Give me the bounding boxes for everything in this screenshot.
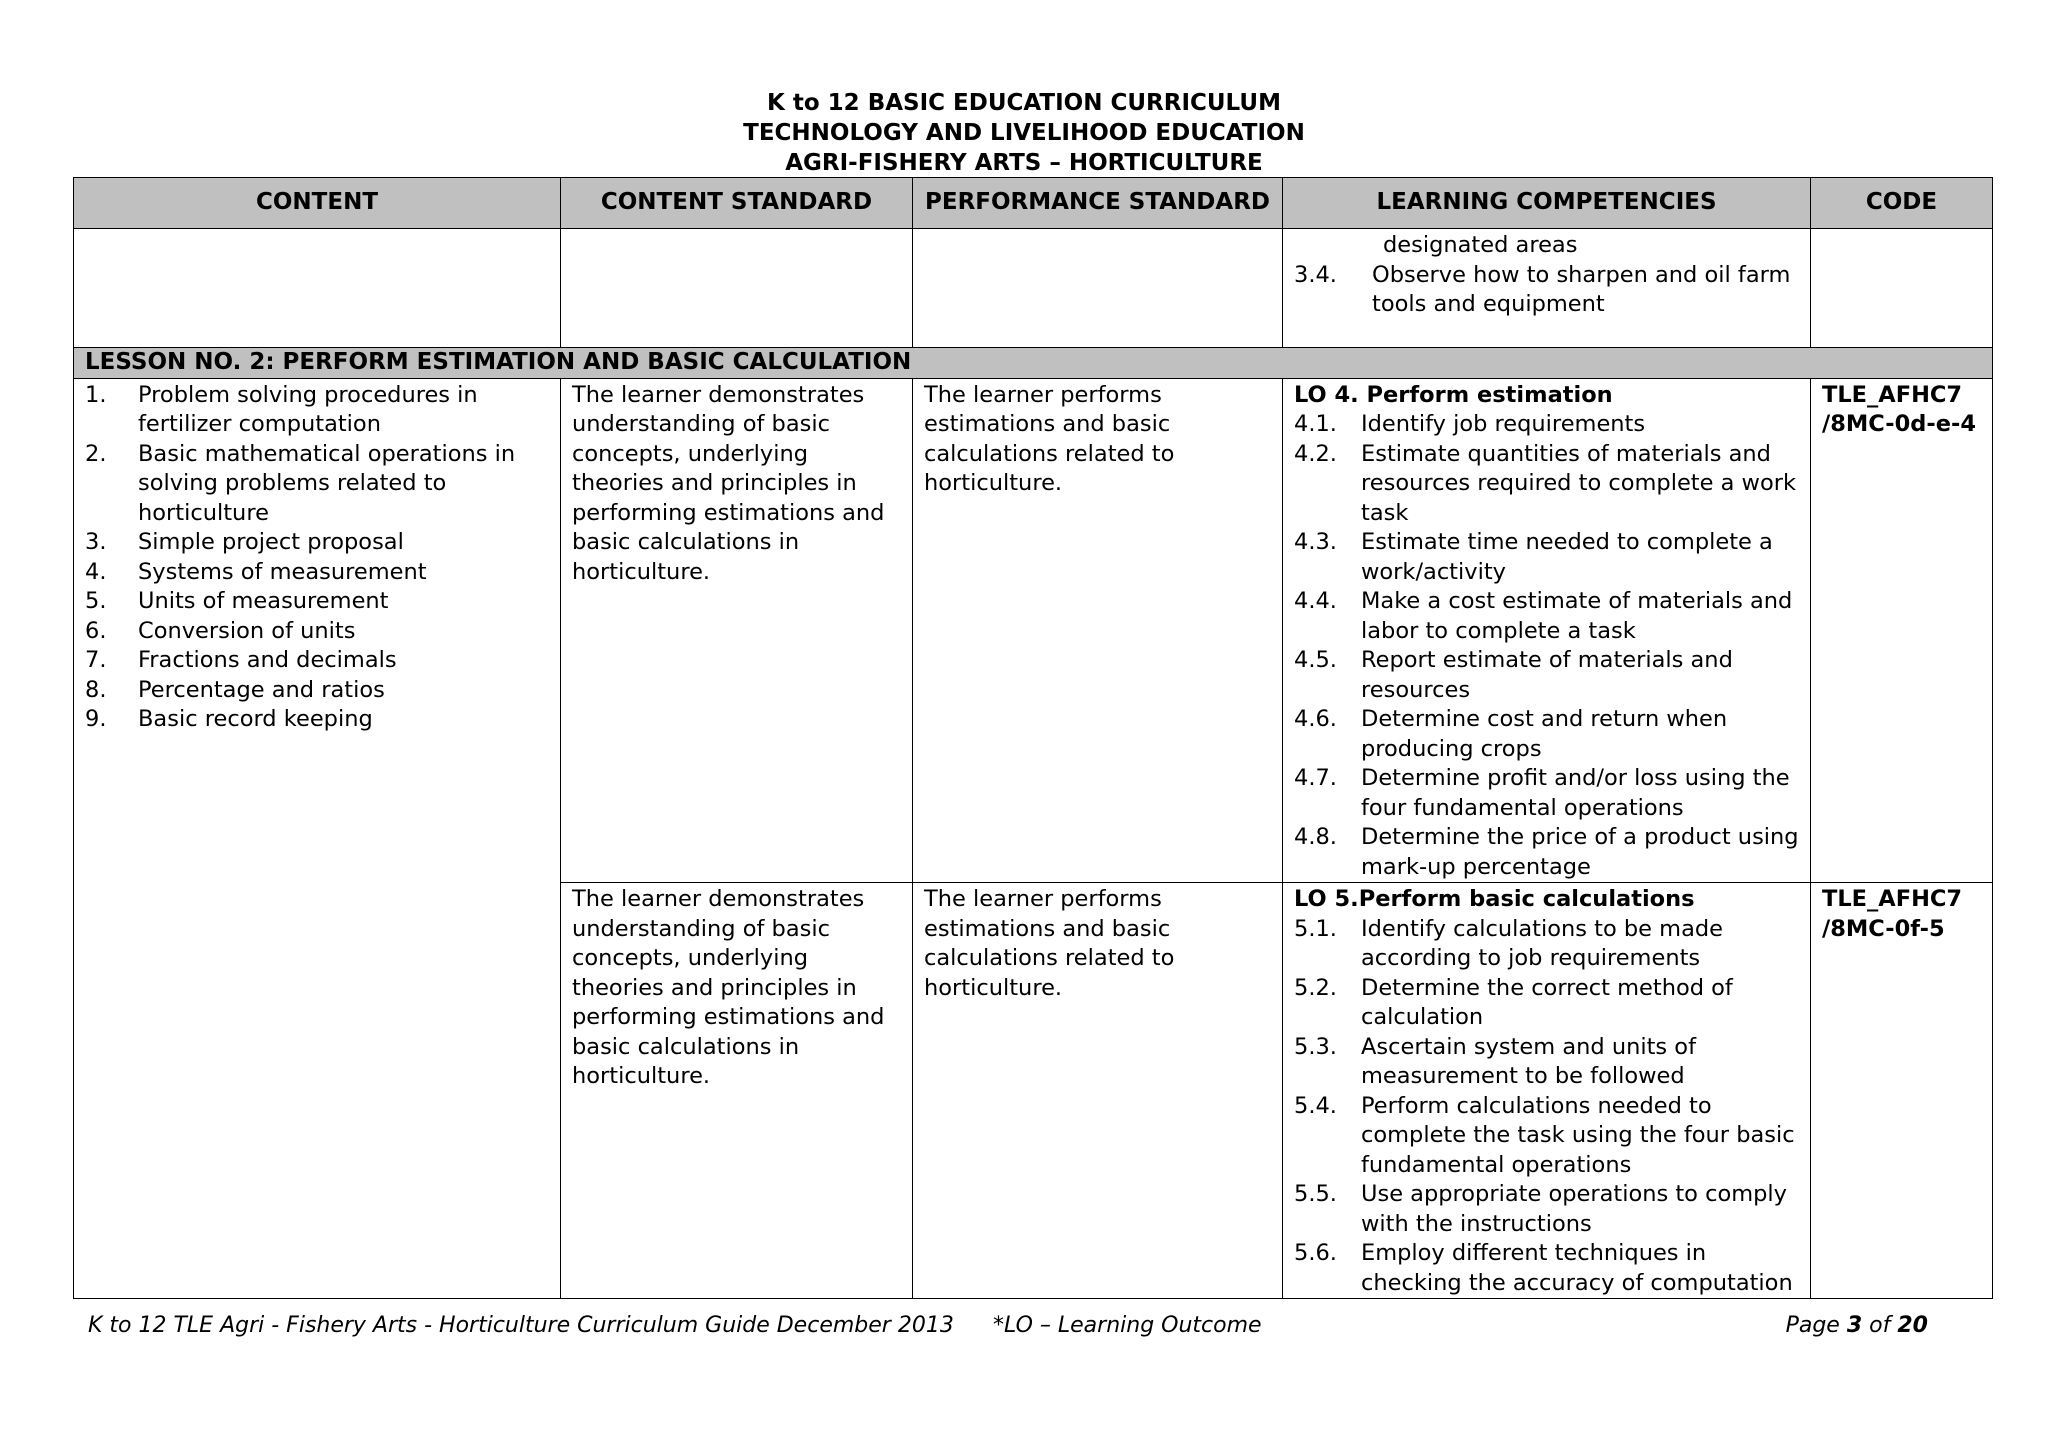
list-item bbox=[85, 381, 549, 440]
list-item bbox=[1294, 528, 1799, 587]
cell-code-empty bbox=[1811, 229, 1993, 348]
item-text: Ascertain system and units of measurement to be followed bbox=[1361, 1033, 1696, 1089]
header-line-2: TECHNOLOGY AND LIVELIHOOD EDUCATION bbox=[743, 120, 1305, 146]
item-text: Simple project proposal bbox=[138, 529, 404, 555]
lo5-competency-list bbox=[1294, 915, 1799, 1299]
curriculum-table bbox=[73, 177, 1993, 1299]
table-header-row bbox=[74, 178, 1993, 229]
lo4-heading: LO 4. Perform estimation bbox=[1294, 381, 1613, 408]
item-text: Employ different techniques in checking the accuracy of computation bbox=[1361, 1240, 1793, 1296]
item-number: 4.1. bbox=[1294, 411, 1337, 437]
cell-competencies-lo5 bbox=[1283, 883, 1811, 1299]
item-text: Report estimate of materials and resources bbox=[1361, 647, 1733, 703]
item-number: 7. bbox=[85, 647, 107, 673]
item-number: 6. bbox=[85, 617, 107, 644]
item-text: Basic mathematical operations in solving problems related to horticulture bbox=[138, 440, 516, 526]
cell-performance-standard-lo5: The learner performs estimations and basic calculations related to horticulture. bbox=[913, 883, 1283, 1299]
list-item bbox=[85, 587, 549, 617]
item-text: Determine the correct method of calculation bbox=[1361, 974, 1733, 1030]
list-item bbox=[85, 676, 549, 706]
footer-page-current: 3 bbox=[1846, 1313, 1863, 1338]
cell-content-standard-lo4: The learner demonstrates understanding of basic concepts, underlying theories and principles in performing estimations and basic calculations in horticulture. bbox=[561, 378, 913, 883]
header-line-3: AGRI-FISHERY ARTS – HORTICULTURE bbox=[785, 150, 1263, 176]
cell-content-standard-lo5: The learner demonstrates understanding of basic concepts, underlying theories and principles in performing estimations and basic calculations in horticulture. bbox=[561, 883, 913, 1299]
cell-performance-standard-empty bbox=[913, 229, 1283, 348]
list-item bbox=[85, 528, 549, 558]
item-text: Observe how to sharpen and oil farm tools and equipment bbox=[1372, 261, 1791, 317]
list-item bbox=[1294, 587, 1799, 646]
item-text: Systems of measurement bbox=[138, 558, 427, 585]
item-number: 5.5. bbox=[1294, 1181, 1337, 1207]
table-row-lo4 bbox=[74, 378, 1993, 883]
list-item bbox=[85, 617, 549, 647]
item-text: Determine cost and return when producing crops bbox=[1361, 706, 1728, 762]
competency-list-continued bbox=[1294, 261, 1799, 320]
item-number: 4.8. bbox=[1294, 824, 1337, 850]
col-header-performance-standard: PERFORMANCE STANDARD bbox=[913, 178, 1283, 229]
item-text: Perform calculations needed to complete the task using the four basic fundamental operations bbox=[1361, 1092, 1795, 1178]
competency-continued-text: designated areas bbox=[1383, 232, 1578, 258]
list-item bbox=[1294, 764, 1799, 823]
item-number: 3. bbox=[85, 529, 107, 555]
list-item bbox=[1294, 646, 1799, 705]
item-number: 4.4. bbox=[1294, 588, 1337, 614]
col-header-learning-competencies: LEARNING COMPETENCIES bbox=[1283, 178, 1811, 229]
item-number: 5.3. bbox=[1294, 1033, 1337, 1060]
item-text: Identify job requirements bbox=[1361, 411, 1646, 437]
item-text: Estimate time needed to complete a work/activity bbox=[1361, 529, 1773, 585]
item-text: Fractions and decimals bbox=[138, 647, 397, 673]
list-item bbox=[85, 646, 549, 676]
footer-guide-title: K to 12 TLE Agri - Fishery Arts - Horticulture Curriculum Guide December 2013 bbox=[88, 1313, 954, 1338]
item-text: Identify calculations to be made according to job requirements bbox=[1361, 915, 1723, 971]
list-item bbox=[1294, 1239, 1799, 1298]
list-item bbox=[1294, 915, 1799, 974]
table-row-continued bbox=[74, 229, 1993, 348]
cell-content-empty bbox=[74, 229, 561, 348]
item-number: 1. bbox=[85, 381, 107, 408]
footer-page-label: Page bbox=[1785, 1313, 1840, 1338]
item-text: Conversion of units bbox=[138, 617, 356, 644]
item-text: Estimate quantities of materials and resources required to complete a work task bbox=[1361, 440, 1796, 526]
footer-of-label: of bbox=[1869, 1313, 1891, 1338]
item-text: Problem solving procedures in fertilizer computation bbox=[138, 381, 478, 437]
footer-lo-note: *LO – Learning Outcome bbox=[993, 1313, 1262, 1338]
list-item bbox=[1294, 1092, 1799, 1181]
item-number: 4.7. bbox=[1294, 765, 1337, 791]
cell-code-lo5: TLE_AFHC7 /8MC-0f-5 bbox=[1811, 883, 1993, 1299]
item-text: Percentage and ratios bbox=[138, 676, 385, 703]
item-number: 5.6. bbox=[1294, 1240, 1337, 1266]
item-number: 5. bbox=[85, 588, 107, 614]
document-header bbox=[0, 88, 2048, 178]
list-item bbox=[1294, 974, 1799, 1033]
cell-content bbox=[74, 378, 561, 1299]
list-item bbox=[85, 440, 549, 529]
list-item bbox=[1294, 1033, 1799, 1092]
item-number: 5.2. bbox=[1294, 974, 1337, 1001]
lesson-title: LESSON NO. 2: PERFORM ESTIMATION AND BASIC CALCULATION bbox=[74, 348, 1993, 379]
footer-page-total: 20 bbox=[1897, 1313, 1928, 1338]
item-text: Use appropriate operations to comply with the instructions bbox=[1361, 1181, 1787, 1237]
cell-competencies-continued bbox=[1283, 229, 1811, 348]
cell-content-standard-empty bbox=[561, 229, 913, 348]
list-item bbox=[1294, 705, 1799, 764]
item-number: 8. bbox=[85, 676, 107, 703]
cell-competencies-lo4 bbox=[1283, 378, 1811, 883]
item-number: 9. bbox=[85, 706, 107, 732]
cell-performance-standard-lo4: The learner performs estimations and basic calculations related to horticulture. bbox=[913, 378, 1283, 883]
item-text: Determine profit and/or loss using the four fundamental operations bbox=[1361, 765, 1790, 821]
col-header-content-standard: CONTENT STANDARD bbox=[561, 178, 913, 229]
col-header-code: CODE bbox=[1811, 178, 1993, 229]
list-item bbox=[1294, 410, 1799, 440]
list-item bbox=[85, 705, 549, 735]
cell-code-lo4: TLE_AFHC7 /8MC-0d-e-4 bbox=[1811, 378, 1993, 883]
col-header-content: CONTENT bbox=[74, 178, 561, 229]
header-line-1: K to 12 BASIC EDUCATION CURRICULUM bbox=[767, 90, 1281, 116]
lo4-competency-list bbox=[1294, 410, 1799, 882]
list-item bbox=[1294, 261, 1799, 320]
item-number: 2. bbox=[85, 440, 107, 467]
item-text: Units of measurement bbox=[138, 588, 389, 614]
item-number: 3.4. bbox=[1294, 261, 1337, 288]
item-text: Determine the price of a product using mark-up percentage bbox=[1361, 824, 1799, 880]
item-number: 4.2. bbox=[1294, 440, 1337, 467]
item-text: Make a cost estimate of materials and labor to complete a task bbox=[1361, 588, 1793, 644]
item-number: 5.4. bbox=[1294, 1092, 1337, 1119]
list-item bbox=[85, 558, 549, 588]
item-number: 4.3. bbox=[1294, 529, 1337, 555]
lo5-heading: LO 5.Perform basic calculations bbox=[1294, 886, 1695, 912]
item-number: 4.6. bbox=[1294, 706, 1337, 732]
item-number: 4. bbox=[85, 558, 107, 585]
list-item bbox=[1294, 1180, 1799, 1239]
item-number: 5.1. bbox=[1294, 915, 1337, 942]
footer-page-number bbox=[1786, 1312, 1928, 1340]
item-number: 4.5. bbox=[1294, 647, 1337, 673]
lesson-row bbox=[74, 348, 1993, 379]
list-item bbox=[1294, 440, 1799, 529]
content-list bbox=[85, 381, 549, 735]
list-item bbox=[1294, 823, 1799, 882]
item-text: Basic record keeping bbox=[138, 706, 373, 732]
